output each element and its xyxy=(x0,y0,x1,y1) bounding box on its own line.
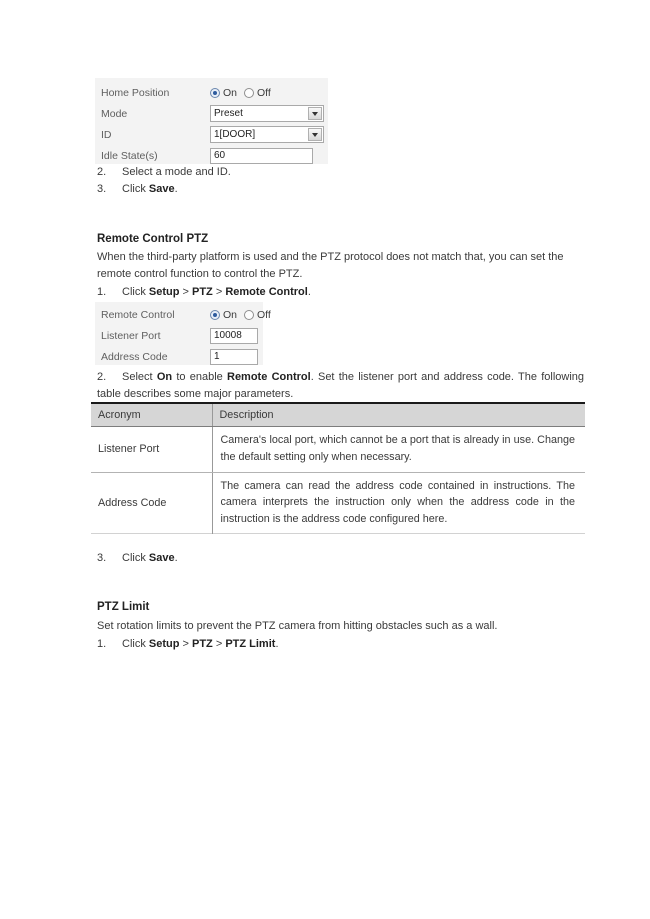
step-number: 2. xyxy=(97,166,107,178)
form-row xyxy=(101,124,328,145)
field-label: ID xyxy=(101,128,112,141)
chevron-down-icon xyxy=(312,112,318,116)
acronym-cell: Listener Port xyxy=(91,426,212,472)
remote-control-settings-panel xyxy=(95,302,271,365)
home-position-radio-group xyxy=(210,87,278,99)
description-cell: The camera can read the address code contained in instructions. The camera interprets the instruction only when the address code in the instruction is the address code configured here. xyxy=(220,479,575,526)
field-label: Home Position xyxy=(101,86,170,99)
home-position-on-radio[interactable] xyxy=(210,88,220,98)
step-text: Select a mode and ID. xyxy=(122,166,231,178)
section-intro: Set rotation limits to prevent the PTZ camera from hitting obstacles such as a wall. xyxy=(97,620,498,632)
dropdown-arrow-button[interactable] xyxy=(308,128,322,141)
step-number: 1. xyxy=(97,638,107,650)
form-row xyxy=(101,145,328,166)
description-cell: Camera's local port, which cannot be a port that is already in use. Change the default setting only when necessary. xyxy=(212,426,585,472)
acronym-cell: Address Code xyxy=(91,472,212,533)
table-row xyxy=(91,472,585,533)
field-label: Listener Port xyxy=(101,329,161,342)
remote-control-radio-group xyxy=(210,309,278,321)
parameters-table xyxy=(91,402,585,534)
radio-off-label: Off xyxy=(257,86,271,99)
id-dropdown-value: 1[DOOR] xyxy=(214,129,256,140)
remote-control-on-radio[interactable] xyxy=(210,310,220,320)
radio-on-label: On xyxy=(223,86,238,99)
step-item xyxy=(97,550,584,567)
step-item xyxy=(97,636,584,653)
section-intro: When the third-party platform is used and the PTZ protocol does not match that, you can set the remote control function to control the PTZ. xyxy=(97,251,564,281)
step-text: Click Setup > PTZ > PTZ Limit. xyxy=(122,638,279,650)
field-label: Address Code xyxy=(101,350,168,363)
step-text: Select On to enable Remote Control. Set the listener port and address code. The following table describes some major parameters. xyxy=(97,371,585,401)
step-number: 3. xyxy=(97,552,107,564)
form-row xyxy=(101,82,328,103)
table-header-description: Description xyxy=(212,403,585,426)
step-number: 1. xyxy=(97,286,107,298)
section-heading-ptz-limit: PTZ Limit xyxy=(97,601,150,613)
step-item xyxy=(97,164,584,181)
form-row xyxy=(101,346,263,367)
id-dropdown[interactable] xyxy=(210,126,324,143)
dropdown-arrow-button[interactable] xyxy=(308,107,322,120)
listener-port-input[interactable] xyxy=(210,328,258,344)
step-text: Click Setup > PTZ > Remote Control. xyxy=(122,286,311,298)
form-row xyxy=(101,304,271,325)
idle-state-input[interactable] xyxy=(210,148,313,164)
address-code-input[interactable] xyxy=(210,349,258,365)
remote-control-off-radio[interactable] xyxy=(244,310,254,320)
radio-on-label: On xyxy=(223,308,238,321)
step-text: Click Save. xyxy=(122,183,178,195)
form-row xyxy=(101,325,263,346)
field-label: Mode xyxy=(101,107,128,120)
step-item xyxy=(97,369,584,404)
radio-off-label: Off xyxy=(257,308,271,321)
field-label: Remote Control xyxy=(101,308,175,321)
field-label: Idle State(s) xyxy=(101,149,158,162)
table-row xyxy=(91,426,585,472)
home-position-settings-panel xyxy=(95,78,328,164)
home-position-off-radio[interactable] xyxy=(244,88,254,98)
form-row xyxy=(101,103,328,124)
step-number: 2. xyxy=(97,371,107,383)
section-heading-remote-control-ptz: Remote Control PTZ xyxy=(97,233,209,245)
step-item xyxy=(97,181,584,198)
step-text: Click Save. xyxy=(122,552,178,564)
chevron-down-icon xyxy=(312,133,318,137)
table-header-row xyxy=(91,403,585,426)
mode-dropdown[interactable] xyxy=(210,105,324,122)
step-item xyxy=(97,284,584,301)
table-header-acronym: Acronym xyxy=(91,403,212,426)
step-number: 3. xyxy=(97,183,107,195)
mode-dropdown-value: Preset xyxy=(214,108,243,119)
